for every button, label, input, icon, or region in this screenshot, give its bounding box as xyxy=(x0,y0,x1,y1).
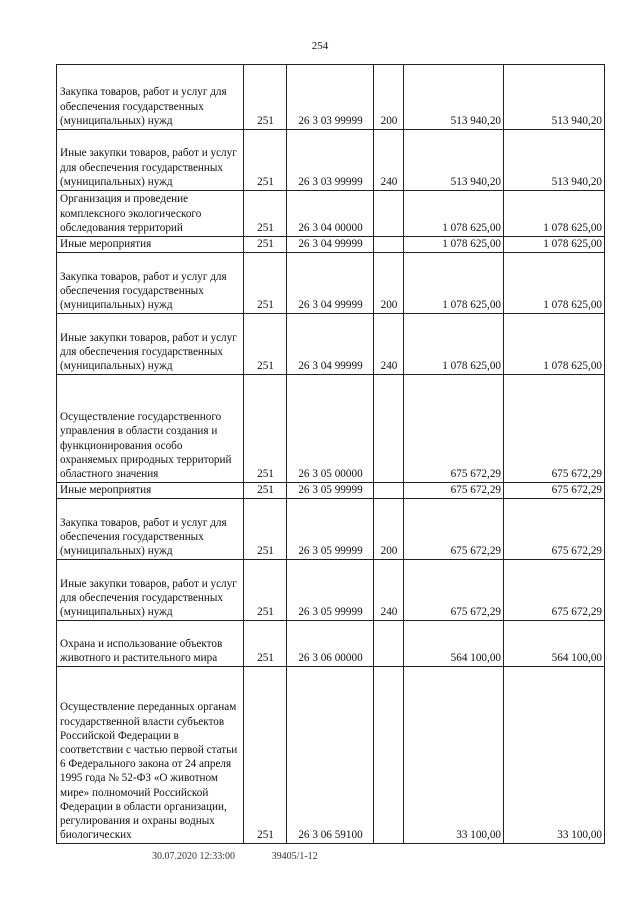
table-row xyxy=(57,621,605,667)
table-row xyxy=(57,499,605,560)
row-name: Организация и проведение комплексного экологического обследования территорий xyxy=(57,191,244,237)
row-csr: 26 3 03 99999 xyxy=(287,65,374,130)
row-sum-second: 1 078 625,00 xyxy=(504,237,605,253)
row-sum: 1 078 625,00 xyxy=(404,237,504,253)
row-vr xyxy=(374,667,404,844)
row-csr: 26 3 05 00000 xyxy=(287,375,374,483)
row-name: Иные закупки товаров, работ и услуг для обеспечения государственных (муниципальных) нужд xyxy=(57,560,244,621)
table-row xyxy=(57,130,605,191)
table-row xyxy=(57,65,605,130)
row-vr xyxy=(374,375,404,483)
row-code: 251 xyxy=(244,314,287,375)
row-csr: 26 3 06 00000 xyxy=(287,621,374,667)
row-sum-second: 675 672,29 xyxy=(504,483,605,499)
table-row xyxy=(57,375,605,483)
row-code: 251 xyxy=(244,65,287,130)
row-sum: 675 672,29 xyxy=(404,499,504,560)
row-sum-second: 1 078 625,00 xyxy=(504,253,605,314)
row-vr: 200 xyxy=(374,499,404,560)
row-vr: 200 xyxy=(374,65,404,130)
row-sum: 513 940,20 xyxy=(404,130,504,191)
row-sum-second: 1 078 625,00 xyxy=(504,314,605,375)
row-code: 251 xyxy=(244,667,287,844)
row-sum: 564 100,00 xyxy=(404,621,504,667)
row-sum: 1 078 625,00 xyxy=(404,191,504,237)
row-name: Закупка товаров, работ и услуг для обеспечения государственных (муниципальных) нужд xyxy=(57,253,244,314)
row-csr: 26 3 04 99999 xyxy=(287,314,374,375)
row-code: 251 xyxy=(244,499,287,560)
row-sum: 513 940,20 xyxy=(404,65,504,130)
row-csr: 26 3 04 00000 xyxy=(287,191,374,237)
row-name: Осуществление государственного управления в области создания и функционирования особо охраняемых природных территорий областного значения xyxy=(57,375,244,483)
row-sum: 675 672,29 xyxy=(404,483,504,499)
footer-doc-id: 39405/1-12 xyxy=(271,851,318,862)
row-code: 251 xyxy=(244,191,287,237)
row-name: Закупка товаров, работ и услуг для обеспечения государственных (муниципальных) нужд xyxy=(57,65,244,130)
row-name: Осуществление переданных органам государственной власти субъектов Российской Федерации в соответствии с частью первой статьи 6 Федерального закона от 24 апреля 1995 года № 52-ФЗ «О животном мире» полномочий Российской Федерации в области организации, регулирования и охраны водных биологических xyxy=(57,667,244,844)
row-vr: 240 xyxy=(374,560,404,621)
row-vr xyxy=(374,483,404,499)
table-row xyxy=(57,667,605,844)
row-vr: 240 xyxy=(374,314,404,375)
row-sum-second: 513 940,20 xyxy=(504,65,605,130)
row-code: 251 xyxy=(244,483,287,499)
row-csr: 26 3 04 99999 xyxy=(287,237,374,253)
row-csr: 26 3 03 99999 xyxy=(287,130,374,191)
row-sum-second: 675 672,29 xyxy=(504,560,605,621)
row-name: Закупка товаров, работ и услуг для обеспечения государственных (муниципальных) нужд xyxy=(57,499,244,560)
row-code: 251 xyxy=(244,375,287,483)
table-row xyxy=(57,314,605,375)
row-sum: 675 672,29 xyxy=(404,560,504,621)
row-name: Иные закупки товаров, работ и услуг для обеспечения государственных (муниципальных) нужд xyxy=(57,130,244,191)
row-name: Иные мероприятия xyxy=(57,237,244,253)
row-sum-second: 1 078 625,00 xyxy=(504,191,605,237)
row-csr: 26 3 05 99999 xyxy=(287,560,374,621)
row-csr: 26 3 06 59100 xyxy=(287,667,374,844)
row-sum: 1 078 625,00 xyxy=(404,314,504,375)
row-vr xyxy=(374,191,404,237)
row-sum-second: 564 100,00 xyxy=(504,621,605,667)
row-name: Иные закупки товаров, работ и услуг для обеспечения государственных (муниципальных) нужд xyxy=(57,314,244,375)
footer-timestamp: 30.07.2020 12:33:00 xyxy=(152,851,236,862)
row-name: Охрана и использование объектов животного и растительного мира xyxy=(57,621,244,667)
table-row xyxy=(57,483,605,499)
row-sum: 33 100,00 xyxy=(404,667,504,844)
row-sum: 675 672,29 xyxy=(404,375,504,483)
row-csr: 26 3 05 99999 xyxy=(287,499,374,560)
row-name: Иные мероприятия xyxy=(57,483,244,499)
row-code: 251 xyxy=(244,253,287,314)
table-row xyxy=(57,191,605,237)
row-vr: 240 xyxy=(374,130,404,191)
row-csr: 26 3 04 99999 xyxy=(287,253,374,314)
row-sum-second: 33 100,00 xyxy=(504,667,605,844)
row-sum-second: 675 672,29 xyxy=(504,499,605,560)
row-vr xyxy=(374,621,404,667)
row-vr: 200 xyxy=(374,253,404,314)
footer xyxy=(152,851,318,862)
row-csr: 26 3 05 99999 xyxy=(287,483,374,499)
row-sum-second: 513 940,20 xyxy=(504,130,605,191)
table-row xyxy=(57,237,605,253)
budget-table xyxy=(56,64,605,844)
row-code: 251 xyxy=(244,560,287,621)
row-sum: 1 078 625,00 xyxy=(404,253,504,314)
page-number: 254 xyxy=(311,40,329,52)
row-code: 251 xyxy=(244,130,287,191)
row-code: 251 xyxy=(244,621,287,667)
budget-table-body xyxy=(57,65,605,844)
row-code: 251 xyxy=(244,237,287,253)
table-row xyxy=(57,560,605,621)
table-row xyxy=(57,253,605,314)
row-sum-second: 675 672,29 xyxy=(504,375,605,483)
row-vr xyxy=(374,237,404,253)
